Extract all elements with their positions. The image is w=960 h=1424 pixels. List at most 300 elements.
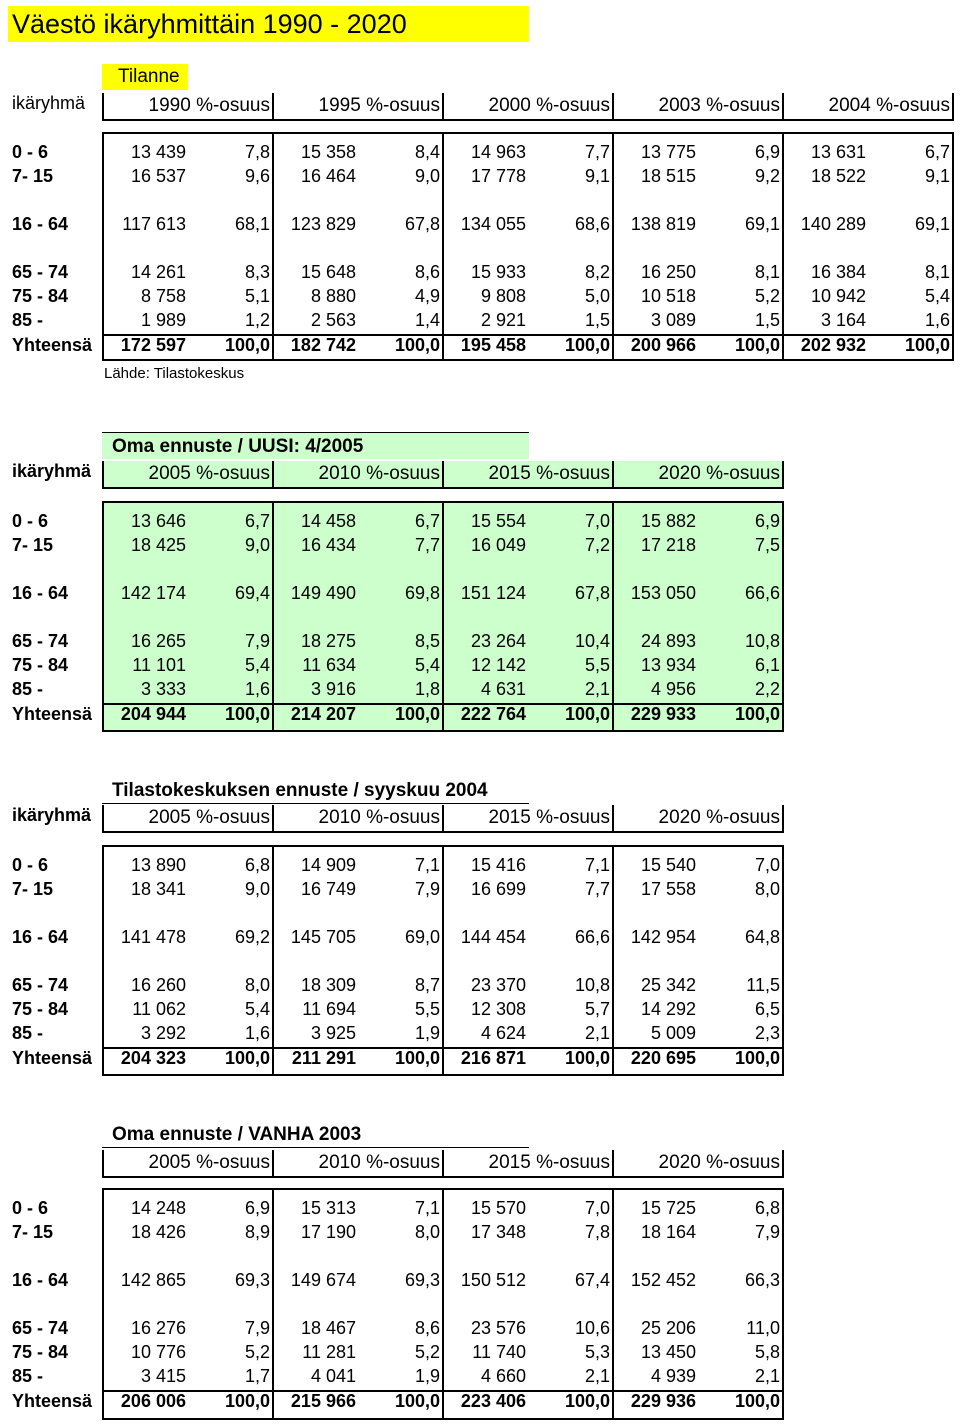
table-caption: Oma ennuste / VANHA 2003	[102, 1121, 529, 1148]
header-divider	[442, 461, 444, 489]
value-cell: 17 218	[640, 535, 696, 555]
percent-cell: 6,7	[414, 511, 440, 531]
percent-cell: 5,2	[754, 286, 780, 306]
row-label: 75 - 84	[12, 286, 69, 306]
percent-cell: 8,0	[244, 975, 270, 995]
column-header: 2003 %-osuus	[658, 95, 780, 116]
value-cell: 13 646	[130, 511, 186, 531]
value-cell: 3 333	[140, 679, 186, 699]
value-cell: 16 749	[300, 879, 356, 899]
value-cell: 149 490	[290, 583, 356, 603]
row-label: 0 - 6	[12, 142, 49, 162]
source-note: Lähde: Tilastokeskus	[104, 365, 245, 382]
percent-cell: 100,0	[224, 1391, 270, 1411]
percent-cell: 100,0	[564, 1391, 610, 1411]
percent-cell: 7,1	[414, 1198, 440, 1218]
value-cell: 14 458	[300, 511, 356, 531]
percent-cell: 1,8	[414, 679, 440, 699]
percent-cell: 2,1	[584, 1366, 610, 1386]
percent-cell: 5,7	[584, 999, 610, 1019]
percent-cell: 1,4	[414, 310, 440, 330]
row-label: 85 -	[12, 310, 44, 330]
percent-cell: 7,9	[244, 631, 270, 651]
percent-cell: 100,0	[394, 1048, 440, 1068]
value-cell: 23 264	[470, 631, 526, 651]
value-cell: 13 775	[640, 142, 696, 162]
row-label: Yhteensä	[12, 335, 93, 355]
percent-cell: 100,0	[394, 704, 440, 724]
header-divider	[102, 805, 104, 833]
value-cell: 23 576	[470, 1318, 526, 1338]
value-cell: 204 944	[120, 704, 186, 724]
value-cell: 13 934	[640, 655, 696, 675]
percent-cell: 8,6	[414, 262, 440, 282]
percent-cell: 8,1	[924, 262, 950, 282]
percent-cell: 8,1	[754, 262, 780, 282]
value-cell: 151 124	[460, 583, 526, 603]
row-label: 7- 15	[12, 879, 54, 899]
header-divider	[782, 1150, 784, 1178]
percent-cell: 7,0	[754, 855, 780, 875]
percent-cell: 10,6	[574, 1318, 610, 1338]
value-cell: 25 342	[640, 975, 696, 995]
value-cell: 15 570	[470, 1198, 526, 1218]
value-cell: 11 634	[302, 655, 356, 675]
column-header: 2005 %-osuus	[148, 1152, 270, 1173]
percent-cell: 2,1	[584, 1023, 610, 1043]
header-divider	[952, 93, 954, 121]
value-cell: 10 776	[130, 1342, 186, 1362]
percent-cell: 1,6	[244, 1023, 270, 1043]
percent-cell: 100,0	[734, 704, 780, 724]
row-label: 7- 15	[12, 535, 54, 555]
value-cell: 17 348	[470, 1222, 526, 1242]
value-cell: 12 308	[470, 999, 526, 1019]
table-caption: Oma ennuste / UUSI: 4/2005	[102, 432, 529, 459]
value-cell: 145 705	[290, 927, 356, 947]
percent-cell: 69,3	[404, 1270, 440, 1290]
percent-cell: 6,7	[924, 142, 950, 162]
value-cell: 4 660	[480, 1366, 526, 1386]
value-cell: 149 674	[290, 1270, 356, 1290]
column-header: 1990 %-osuus	[148, 95, 270, 116]
value-cell: 211 291	[291, 1048, 356, 1068]
value-cell: 4 939	[650, 1366, 696, 1386]
header-divider	[782, 805, 784, 833]
percent-cell: 5,8	[754, 1342, 780, 1362]
percent-cell: 6,1	[754, 655, 780, 675]
row-label: 0 - 6	[12, 1198, 49, 1218]
percent-cell: 2,2	[754, 679, 780, 699]
column-header: 2015 %-osuus	[488, 807, 610, 828]
value-cell: 206 006	[120, 1391, 186, 1411]
percent-cell: 100,0	[394, 335, 440, 355]
percent-cell: 7,9	[414, 879, 440, 899]
value-cell: 16 260	[130, 975, 186, 995]
value-cell: 12 142	[470, 655, 526, 675]
value-cell: 200 966	[630, 335, 696, 355]
percent-cell: 5,4	[414, 655, 440, 675]
percent-cell: 2,1	[754, 1366, 780, 1386]
value-cell: 3 089	[650, 310, 696, 330]
value-cell: 11 281	[302, 1342, 356, 1362]
percent-cell: 6,5	[754, 999, 780, 1019]
percent-cell: 69,8	[404, 583, 440, 603]
value-cell: 138 819	[630, 214, 696, 234]
value-cell: 3 925	[310, 1023, 356, 1043]
value-cell: 15 725	[640, 1198, 696, 1218]
percent-cell: 9,2	[754, 166, 780, 186]
percent-cell: 7,9	[244, 1318, 270, 1338]
value-cell: 18 425	[130, 535, 186, 555]
value-cell: 14 261	[130, 262, 186, 282]
percent-cell: 7,7	[584, 142, 610, 162]
header-divider	[782, 93, 784, 121]
value-cell: 10 518	[640, 286, 696, 306]
percent-cell: 2,3	[754, 1023, 780, 1043]
row-label: 16 - 64	[12, 583, 69, 603]
value-cell: 14 963	[470, 142, 526, 162]
percent-cell: 7,0	[584, 1198, 610, 1218]
row-label: 0 - 6	[12, 855, 49, 875]
value-cell: 15 554	[470, 511, 526, 531]
header-divider	[272, 1150, 274, 1178]
percent-cell: 9,6	[244, 166, 270, 186]
header-divider	[612, 93, 614, 121]
column-header: 2015 %-osuus	[488, 1152, 610, 1173]
value-cell: 15 882	[640, 511, 696, 531]
row-label: 16 - 64	[12, 927, 69, 947]
value-cell: 17 778	[470, 166, 526, 186]
value-cell: 18 522	[810, 166, 866, 186]
value-cell: 202 932	[800, 335, 866, 355]
value-cell: 4 041	[310, 1366, 356, 1386]
value-cell: 3 164	[820, 310, 866, 330]
percent-cell: 9,0	[244, 535, 270, 555]
value-cell: 18 467	[300, 1318, 356, 1338]
value-cell: 17 190	[300, 1222, 356, 1242]
percent-cell: 5,3	[584, 1342, 610, 1362]
header-divider	[272, 93, 274, 121]
column-header: 2010 %-osuus	[272, 461, 442, 487]
percent-cell: 10,8	[744, 631, 780, 651]
value-cell: 117 613	[122, 214, 186, 234]
percent-cell: 66,3	[744, 1270, 780, 1290]
percent-cell: 5,1	[244, 286, 270, 306]
value-cell: 4 631	[480, 679, 526, 699]
percent-cell: 2,1	[584, 679, 610, 699]
value-cell: 10 942	[810, 286, 866, 306]
value-cell: 15 648	[300, 262, 356, 282]
value-cell: 215 966	[290, 1391, 356, 1411]
value-cell: 11 062	[132, 999, 186, 1019]
value-cell: 153 050	[630, 583, 696, 603]
percent-cell: 100,0	[394, 1391, 440, 1411]
row-label: 0 - 6	[12, 511, 49, 531]
table-caption: Tilanne	[102, 64, 188, 90]
percent-cell: 5,0	[584, 286, 610, 306]
percent-cell: 5,4	[244, 655, 270, 675]
percent-cell: 67,4	[574, 1270, 610, 1290]
header-divider	[442, 1150, 444, 1178]
percent-cell: 1,5	[754, 310, 780, 330]
value-cell: 142 865	[120, 1270, 186, 1290]
percent-cell: 4,9	[414, 286, 440, 306]
row-label: 16 - 64	[12, 214, 69, 234]
value-cell: 182 742	[290, 335, 356, 355]
value-cell: 16 384	[810, 262, 866, 282]
value-cell: 222 764	[460, 704, 526, 724]
percent-cell: 100,0	[734, 1391, 780, 1411]
percent-cell: 1,9	[414, 1023, 440, 1043]
percent-cell: 11,0	[746, 1318, 780, 1338]
row-label: 7- 15	[12, 1222, 54, 1242]
percent-cell: 100,0	[904, 335, 950, 355]
value-cell: 14 248	[130, 1198, 186, 1218]
row-header-label: ikäryhmä	[12, 93, 86, 113]
percent-cell: 6,9	[244, 1198, 270, 1218]
value-cell: 142 954	[630, 927, 696, 947]
value-cell: 195 458	[460, 335, 526, 355]
column-header: 1995 %-osuus	[318, 95, 440, 116]
header-divider	[442, 805, 444, 833]
value-cell: 15 313	[300, 1198, 356, 1218]
value-cell: 14 292	[640, 999, 696, 1019]
header-divider	[612, 805, 614, 833]
value-cell: 11 694	[302, 999, 356, 1019]
column-header: 2020 %-osuus	[658, 807, 780, 828]
row-header-label: ikäryhmä	[12, 461, 92, 481]
value-cell: 11 740	[472, 1342, 526, 1362]
percent-cell: 7,1	[414, 855, 440, 875]
header-divider	[102, 461, 104, 489]
percent-cell: 1,9	[414, 1366, 440, 1386]
value-cell: 214 207	[290, 704, 356, 724]
percent-cell: 5,5	[414, 999, 440, 1019]
value-cell: 152 452	[630, 1270, 696, 1290]
value-cell: 8 758	[140, 286, 186, 306]
percent-cell: 6,9	[754, 142, 780, 162]
value-cell: 13 450	[640, 1342, 696, 1362]
percent-cell: 10,8	[574, 975, 610, 995]
row-label: 65 - 74	[12, 262, 69, 282]
row-label: 75 - 84	[12, 1342, 69, 1362]
value-cell: 216 871	[460, 1048, 526, 1068]
value-cell: 2 563	[310, 310, 356, 330]
percent-cell: 8,6	[414, 1318, 440, 1338]
percent-cell: 6,9	[754, 511, 780, 531]
value-cell: 13 631	[810, 142, 866, 162]
row-header-label: ikäryhmä	[12, 805, 92, 825]
value-cell: 18 275	[300, 631, 356, 651]
percent-cell: 100,0	[564, 1048, 610, 1068]
row-label: 75 - 84	[12, 655, 69, 675]
percent-cell: 9,0	[414, 166, 440, 186]
percent-cell: 8,5	[414, 631, 440, 651]
value-cell: 134 055	[460, 214, 526, 234]
row-label: 65 - 74	[12, 975, 69, 995]
value-cell: 18 309	[300, 975, 356, 995]
value-cell: 16 049	[470, 535, 526, 555]
column-header: 2010 %-osuus	[318, 1152, 440, 1173]
percent-cell: 8,0	[754, 879, 780, 899]
column-header: 2015 %-osuus	[442, 461, 612, 487]
value-cell: 15 416	[470, 855, 526, 875]
percent-cell: 8,4	[414, 142, 440, 162]
percent-cell: 100,0	[224, 335, 270, 355]
percent-cell: 1,6	[924, 310, 950, 330]
value-cell: 16 699	[470, 879, 526, 899]
value-cell: 223 406	[460, 1391, 526, 1411]
percent-cell: 9,1	[584, 166, 610, 186]
value-cell: 16 434	[300, 535, 356, 555]
percent-cell: 66,6	[744, 583, 780, 603]
percent-cell: 8,3	[244, 262, 270, 282]
value-cell: 220 695	[630, 1048, 696, 1068]
percent-cell: 100,0	[734, 1048, 780, 1068]
percent-cell: 7,7	[584, 879, 610, 899]
percent-cell: 1,5	[584, 310, 610, 330]
value-cell: 9 808	[480, 286, 526, 306]
percent-cell: 69,2	[234, 927, 270, 947]
percent-cell: 7,0	[584, 511, 610, 531]
row-label: 85 -	[12, 1366, 44, 1386]
value-cell: 3 916	[310, 679, 356, 699]
percent-cell: 100,0	[224, 704, 270, 724]
column-header: 2020 %-osuus	[612, 461, 782, 487]
column-header: 2010 %-osuus	[318, 807, 440, 828]
value-cell: 4 956	[650, 679, 696, 699]
header-divider	[782, 461, 784, 489]
value-cell: 141 478	[120, 927, 186, 947]
percent-cell: 11,5	[746, 975, 780, 995]
percent-cell: 5,4	[924, 286, 950, 306]
value-cell: 172 597	[120, 335, 186, 355]
value-cell: 2 921	[480, 310, 526, 330]
value-cell: 15 540	[640, 855, 696, 875]
value-cell: 16 464	[300, 166, 356, 186]
percent-cell: 66,6	[574, 927, 610, 947]
percent-cell: 5,4	[244, 999, 270, 1019]
percent-cell: 8,0	[414, 1222, 440, 1242]
percent-cell: 64,8	[744, 927, 780, 947]
header-divider	[102, 1150, 104, 1178]
value-cell: 16 265	[130, 631, 186, 651]
header-divider	[442, 93, 444, 121]
value-cell: 18 426	[130, 1222, 186, 1242]
column-header: 2020 %-osuus	[658, 1152, 780, 1173]
value-cell: 229 933	[630, 704, 696, 724]
percent-cell: 69,0	[404, 927, 440, 947]
row-label: 75 - 84	[12, 999, 69, 1019]
percent-cell: 9,1	[924, 166, 950, 186]
value-cell: 24 893	[640, 631, 696, 651]
percent-cell: 1,6	[244, 679, 270, 699]
header-divider	[272, 805, 274, 833]
value-cell: 16 537	[130, 166, 186, 186]
column-header: 2004 %-osuus	[828, 95, 950, 116]
value-cell: 142 174	[120, 583, 186, 603]
percent-cell: 9,0	[244, 879, 270, 899]
page-title: Väestö ikäryhmittäin 1990 - 2020	[8, 6, 529, 42]
percent-cell: 68,6	[574, 214, 610, 234]
percent-cell: 8,7	[414, 975, 440, 995]
header-rule	[102, 119, 954, 121]
value-cell: 18 164	[640, 1222, 696, 1242]
percent-cell: 67,8	[404, 214, 440, 234]
percent-cell: 7,9	[754, 1222, 780, 1242]
header-divider	[102, 93, 104, 121]
column-header: 2005 %-osuus	[148, 807, 270, 828]
percent-cell: 69,1	[744, 214, 780, 234]
percent-cell: 7,5	[754, 535, 780, 555]
value-cell: 16 250	[640, 262, 696, 282]
value-cell: 204 323	[120, 1048, 186, 1068]
value-cell: 140 289	[800, 214, 866, 234]
percent-cell: 6,8	[244, 855, 270, 875]
table-caption: Tilastokeskuksen ennuste / syyskuu 2004	[102, 777, 529, 804]
value-cell: 25 206	[640, 1318, 696, 1338]
row-label: 65 - 74	[12, 1318, 69, 1338]
value-cell: 11 101	[132, 655, 186, 675]
percent-cell: 6,8	[754, 1198, 780, 1218]
value-cell: 16 276	[130, 1318, 186, 1338]
column-header: 2005 %-osuus	[102, 461, 272, 487]
percent-cell: 69,1	[914, 214, 950, 234]
row-label: 65 - 74	[12, 631, 69, 651]
percent-cell: 7,8	[244, 142, 270, 162]
percent-cell: 10,4	[574, 631, 610, 651]
row-label: 7- 15	[12, 166, 54, 186]
column-header: 2000 %-osuus	[488, 95, 610, 116]
percent-cell: 5,5	[584, 655, 610, 675]
value-cell: 15 933	[470, 262, 526, 282]
value-cell: 150 512	[460, 1270, 526, 1290]
header-divider	[272, 461, 274, 489]
value-cell: 14 909	[300, 855, 356, 875]
row-label: 85 -	[12, 1023, 44, 1043]
percent-cell: 100,0	[224, 1048, 270, 1068]
value-cell: 18 341	[130, 879, 186, 899]
value-cell: 8 880	[310, 286, 356, 306]
value-cell: 4 624	[480, 1023, 526, 1043]
percent-cell: 7,8	[584, 1222, 610, 1242]
value-cell: 15 358	[300, 142, 356, 162]
value-cell: 18 515	[640, 166, 696, 186]
value-cell: 229 936	[630, 1391, 696, 1411]
percent-cell: 5,2	[244, 1342, 270, 1362]
percent-cell: 5,2	[414, 1342, 440, 1362]
value-cell: 3 415	[140, 1366, 186, 1386]
value-cell: 17 558	[640, 879, 696, 899]
percent-cell: 100,0	[734, 335, 780, 355]
row-label: 16 - 64	[12, 1270, 69, 1290]
percent-cell: 67,8	[574, 583, 610, 603]
header-divider	[612, 461, 614, 489]
value-cell: 23 370	[470, 975, 526, 995]
percent-cell: 69,4	[234, 583, 270, 603]
percent-cell: 68,1	[234, 214, 270, 234]
value-cell: 13 890	[130, 855, 186, 875]
percent-cell: 8,2	[584, 262, 610, 282]
row-label: 85 -	[12, 679, 44, 699]
value-cell: 5 009	[650, 1023, 696, 1043]
percent-cell: 7,1	[584, 855, 610, 875]
row-label: Yhteensä	[12, 1391, 93, 1411]
percent-cell: 1,7	[244, 1366, 270, 1386]
value-cell: 3 292	[140, 1023, 186, 1043]
percent-cell: 8,9	[244, 1222, 270, 1242]
